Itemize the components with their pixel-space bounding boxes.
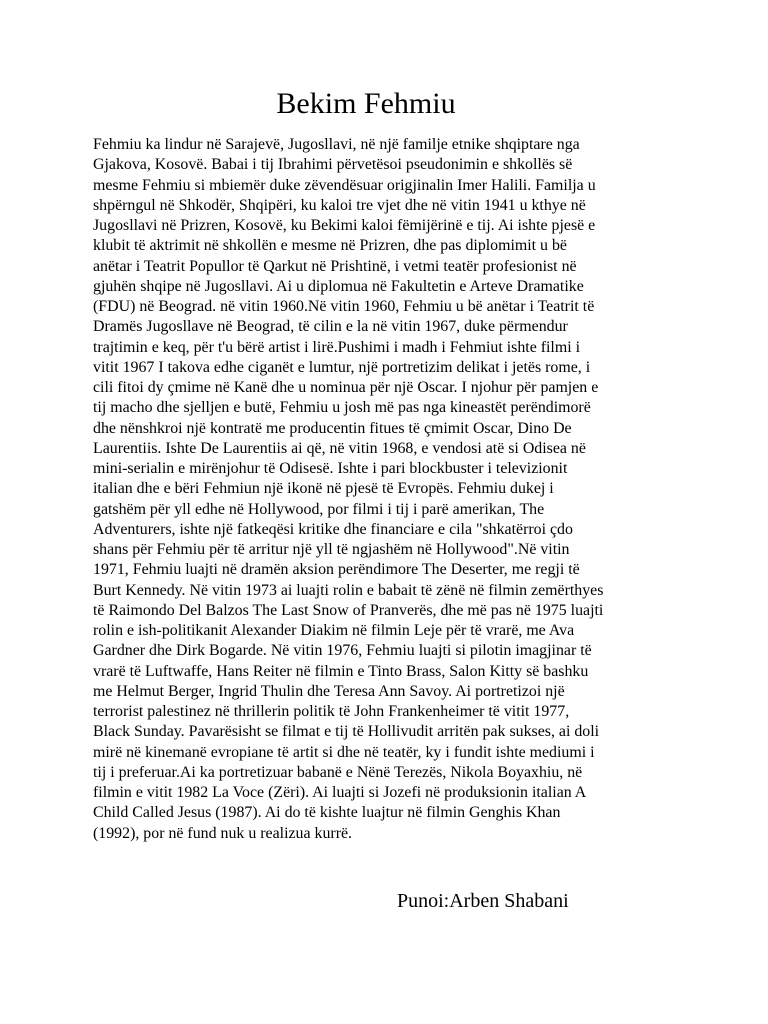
paragraph-line: Fehmiu ka lindur në Sarajevë, Jugosllavi, në një familje etnike shqiptare nga [93, 136, 580, 153]
paragraph-line: tij macho dhe sjelljen e butë, Fehmiu u josh më pas nga kineastët perëndimorë [93, 399, 591, 417]
paragraph-line: filmin e vitit 1982 La Voce (Zëri). Ai luajti si Jozefi në produksionin italian A [93, 784, 587, 801]
paragraph-line: mini-serialin e mirënjohur të Odisesë. Ishte i pari blockbuster i televizionit [93, 460, 568, 477]
body-paragraph [93, 135, 685, 844]
paragraph-line: të Raimondo Del Balzos The Last Snow of Pranverës, dhe më pas në 1975 luajti [93, 601, 604, 619]
paragraph-line: terrorist palestinez në thrillerin politik të John Frankenheimer të vitit 1977, [93, 703, 570, 720]
paragraph-line: cili fitoi dy çmime në Kanë dhe u nominua për një Oscar. I njohur për pamjen e [93, 379, 599, 396]
paragraph-line: Adventurers, ishte një fatkeqësi kritike dhe financiare e cila "shkatërroi çdo [93, 520, 573, 538]
paragraph-line: italian dhe e bëri Fehmiun një ikonë në pjesë të Evropës. Fehmiu dukej i [93, 480, 554, 498]
paragraph-line: Gardner dhe Dirk Bogarde. Në vitin 1976, Fehmiu luajti si pilotin imagjinar të [93, 642, 592, 660]
paragraph-line: shans për Fehmiu për të arritur një yll të ngjashëm në Hollywood".Në vitin [93, 541, 570, 558]
paragraph-line: vrarë të Luftwaffe, Hans Reiter në filmin e Tinto Brass, Salon Kitty së bashku [93, 662, 589, 680]
paragraph-line: vitit 1967 I takova edhe ciganët e lumtur, një portretizim delikat i jetës rome, i [93, 358, 591, 376]
paragraph-line: anëtar i Teatrit Popullor të Qarkut në Prishtinë, i vetmi teatër profesionist në [93, 257, 577, 275]
paragraph-line: gatshëm për yll edhe në Hollywood, por filmi i tij i parë amerikan, The [93, 500, 545, 518]
page-title-text: Bekim Fehmiu [276, 87, 456, 120]
paragraph-line: Gjakova, Kosovë. Babai i tij Ibrahimi përvetësoi pseudonimin e shkollës së [93, 156, 573, 174]
paragraph-line: Dramës Jugosllave në Beograd, të cilin e la në vitin 1967, duke përmendur [93, 318, 568, 336]
paragraph-line: tij i preferuar.Ai ka portretizuar babanë e Nënë Terezës, Nikola Boyaxhiu, në [93, 763, 583, 781]
paragraph-line: klubit të aktrimit në shkollën e mesme në Prizren, dhe pas diplomimit u bë [93, 237, 567, 255]
paragraph-line: Black Sunday. Pavarësisht se filmat e tij të Hollivudit arritën pak sukses, ai doli [93, 723, 600, 741]
paragraph-line: trajtimin e keq, për t'u bërë artist i lirë.Pushimi i madh i Fehmiut ishte filmi i [93, 338, 581, 356]
paragraph-line: rolin e ish-politikanit Alexander Diakim në filmin Leje për të vrarë, me Ava [93, 622, 575, 639]
paragraph-line: mesme Fehmiu si mbiemër duke zëvendësuar origjinalin Imer Halili. Familja u [93, 176, 596, 194]
paragraph-line: Jugosllavi në Prizren, Kosovë, ku Bekimi kaloi fëmijërinë e tij. Ai ishte pjesë e [93, 217, 596, 234]
page-title [0, 84, 768, 124]
paragraph-line: (1992), por në fund nuk u realizua kurrë. [93, 824, 353, 842]
paragraph-line: mirë në kinemanë evropiane të artit si dhe në teatër, ky i fundit ishte mediumi i [93, 743, 595, 761]
paragraph-line: shpërngul në Shkodër, Shqipëri, ku kaloi tre vjet dhe në vitin 1941 u kthye në [93, 196, 586, 214]
author-signature: Punoi:Arben Shabani [397, 890, 569, 912]
paragraph-line: dhe nënshkroi një kontratë me producentin fitues të çmimit Oscar, Dino De [93, 419, 572, 437]
paragraph-line: gjuhën shqipe në Jugosllavi. Ai u diplomua në Fakultetin e Arteve Dramatike [93, 277, 584, 295]
paragraph-line: (FDU) në Beograd. në vitin 1960.Në vitin 1960, Fehmiu u bë anëtar i Teatrit të [93, 298, 595, 315]
paragraph-line: me Helmut Berger, Ingrid Thulin dhe Teresa Ann Savoy. Ai portretizoi një [93, 682, 565, 700]
paragraph-line: Burt Kennedy. Në vitin 1973 ai luajti rolin e babait të zënë në filmin zemërthyes [93, 581, 604, 599]
paragraph-line: Child Called Jesus (1987). Ai do të kishte luajtur në filmin Genghis Khan [93, 804, 561, 822]
paragraph-line: Laurentiis. Ishte De Laurentiis ai që, në vitin 1968, e vendosi atë si Odisea në [93, 439, 586, 457]
paragraph-line: 1971, Fehmiu luajti në dramën aksion perëndimore The Deserter, me regji të [93, 561, 580, 579]
